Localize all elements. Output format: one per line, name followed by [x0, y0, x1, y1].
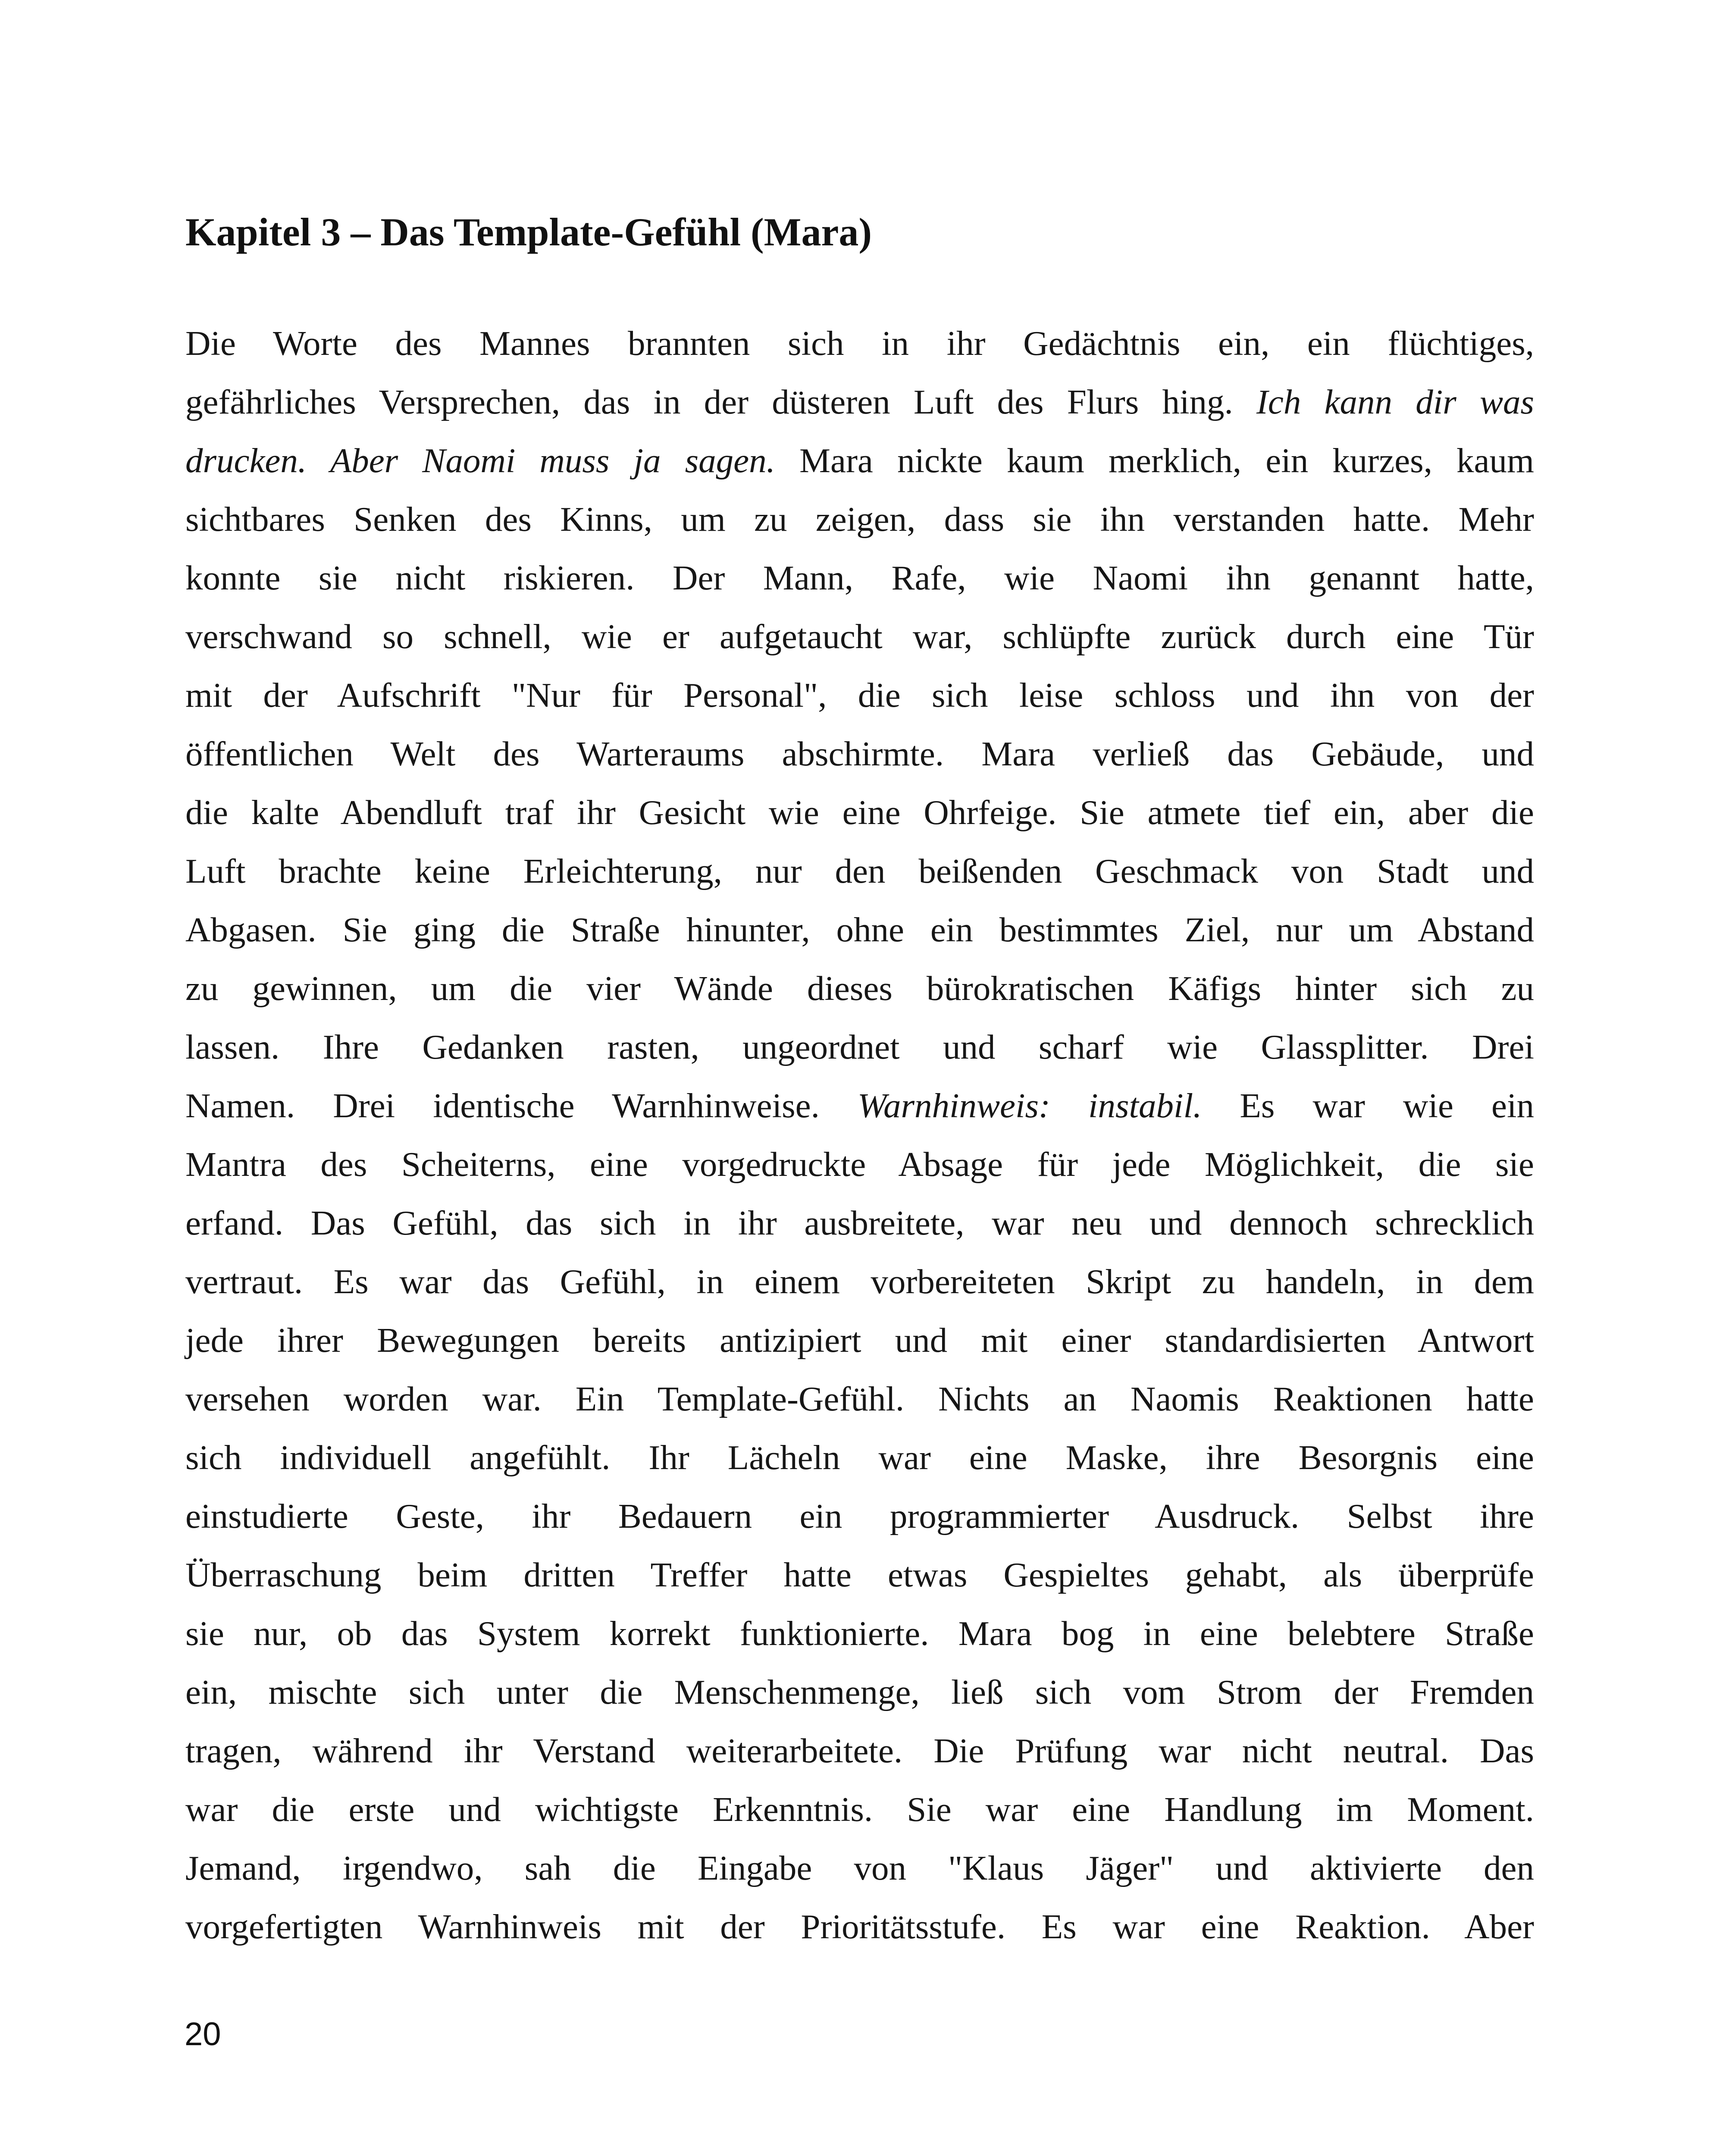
text-segment: einstudierte Geste, ihr Bedauern ein programmierter Ausdruck. Selbst ihre [185, 1497, 1534, 1536]
text-line [185, 490, 1534, 548]
text-segment: Namen. Drei identische Warnhinweise. [185, 1086, 858, 1125]
text-line [185, 900, 1534, 959]
text-segment: sichtbares Senken des Kinns, um zu zeigen, dass sie ihn verstanden hatte. Mehr [185, 500, 1534, 539]
page-number: 20 [185, 2016, 221, 2053]
text-line [185, 1311, 1534, 1369]
text-segment: die kalte Abendluft traf ihr Gesicht wie eine Ohrfeige. Sie atmete tief ein, aber die [185, 793, 1534, 832]
text-line [185, 1545, 1534, 1604]
text-line [185, 1135, 1534, 1194]
text-segment: Die Worte des Mannes brannten sich in ihr Gedächtnis ein, ein flüchtiges, [185, 324, 1534, 363]
text-line [185, 783, 1534, 842]
text-line [185, 431, 1534, 490]
text-segment: Es war wie ein [1202, 1086, 1534, 1125]
text-segment: tragen, während ihr Verstand weiterarbeitete. Die Prüfung war nicht neutral. Das [185, 1731, 1534, 1770]
text-segment: vorgefertigten Warnhinweis mit der Prioritätsstufe. Es war eine Reaktion. Aber [185, 1907, 1534, 1946]
text-segment: gefährliches Versprechen, das in der düsteren Luft des Flurs hing. [185, 382, 1256, 421]
text-segment: Überraschung beim dritten Treffer hatte etwas Gespieltes gehabt, als überprüfe [185, 1555, 1534, 1594]
text-segment: sie nur, ob das System korrekt funktionierte. Mara bog in eine belebtere Straße [185, 1614, 1534, 1653]
text-line [185, 959, 1534, 1018]
text-segment: versehen worden war. Ein Template-Gefühl. Nichts an Naomis Reaktionen hatte [185, 1379, 1534, 1418]
italic-segment: Ich kann dir was [1256, 382, 1534, 421]
text-segment: ein, mischte sich unter die Menschenmenge, ließ sich vom Strom der Fremden [185, 1673, 1534, 1711]
text-line [185, 607, 1534, 666]
text-segment: jede ihrer Bewegungen bereits antizipiert und mit einer standardisierten Antwort [185, 1321, 1534, 1360]
text-segment: vertraut. Es war das Gefühl, in einem vorbereiteten Skript zu handeln, in dem [185, 1262, 1534, 1301]
text-segment: Abgasen. Sie ging die Straße hinunter, ohne ein bestimmtes Ziel, nur um Abstand [185, 910, 1534, 949]
text-segment: zu gewinnen, um die vier Wände dieses bürokratischen Käfigs hinter sich zu [185, 969, 1534, 1008]
text-line [185, 1369, 1534, 1428]
text-line [185, 1252, 1534, 1311]
text-segment: Luft brachte keine Erleichterung, nur den beißenden Geschmack von Stadt und [185, 852, 1534, 890]
text-line [185, 373, 1534, 431]
text-segment: konnte sie nicht riskieren. Der Mann, Rafe, wie Naomi ihn genannt hatte, [185, 558, 1534, 597]
italic-segment: Warnhinweis: instabil. [857, 1086, 1202, 1125]
text-segment: lassen. Ihre Gedanken rasten, ungeordnet und scharf wie Glassplitter. Drei [185, 1028, 1534, 1066]
italic-segment: drucken. Aber Naomi muss ja sagen. [185, 441, 775, 480]
text-line [185, 548, 1534, 607]
text-line [185, 1897, 1534, 1956]
text-line [185, 1194, 1534, 1252]
text-segment: erfand. Das Gefühl, das sich in ihr ausbreitete, war neu und dennoch schrecklich [185, 1203, 1534, 1242]
text-segment: sich individuell angefühlt. Ihr Lächeln war eine Maske, ihre Besorgnis eine [185, 1438, 1534, 1477]
text-line [185, 1780, 1534, 1839]
text-segment: Jemand, irgendwo, sah die Eingabe von "Klaus Jäger" und aktivierte den [185, 1849, 1534, 1887]
text-line [185, 1018, 1534, 1076]
text-segment: war die erste und wichtigste Erkenntnis. Sie war eine Handlung im Moment. [185, 1790, 1534, 1829]
chapter-title: Kapitel 3 – Das Template-Gefühl (Mara) [185, 210, 872, 254]
text-line [185, 842, 1534, 900]
text-segment: verschwand so schnell, wie er aufgetaucht war, schlüpfte zurück durch eine Tür [185, 617, 1534, 656]
text-line [185, 314, 1534, 373]
text-line [185, 666, 1534, 724]
text-segment: öffentlichen Welt des Warteraums abschirmte. Mara verließ das Gebäude, und [185, 734, 1534, 773]
text-line [185, 1076, 1534, 1135]
text-line [185, 1428, 1534, 1487]
text-segment: Mara nickte kaum merklich, ein kurzes, kaum [775, 441, 1534, 480]
text-segment: mit der Aufschrift "Nur für Personal", die sich leise schloss und ihn von der [185, 676, 1534, 714]
text-line [185, 1663, 1534, 1721]
text-segment: Mantra des Scheiterns, eine vorgedruckte Absage für jede Möglichkeit, die sie [185, 1145, 1534, 1184]
text-line [185, 1487, 1534, 1545]
text-line [185, 1839, 1534, 1897]
text-line [185, 1604, 1534, 1663]
text-line [185, 724, 1534, 783]
body-text [185, 314, 1534, 1956]
text-line [185, 1721, 1534, 1780]
